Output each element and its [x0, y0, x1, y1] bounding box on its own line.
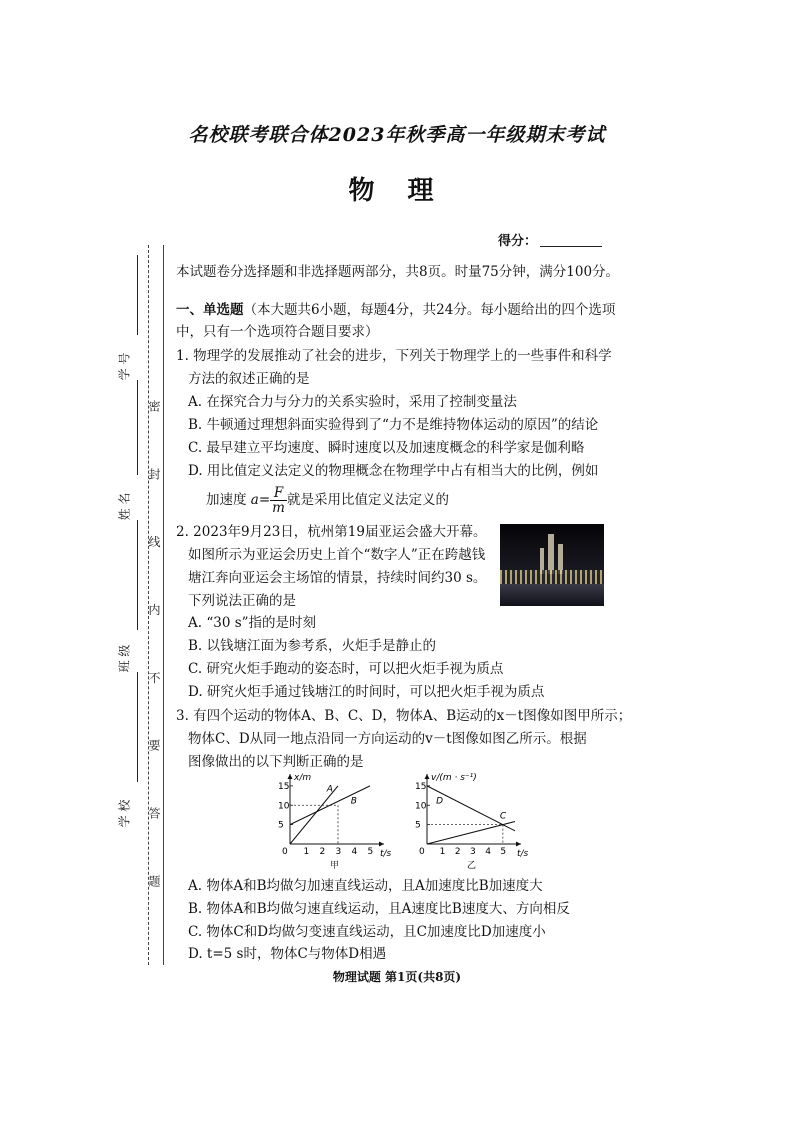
- section-note-2: 中，只有一个选项符合题目要求）: [176, 324, 379, 340]
- x-tick-label: 1: [439, 847, 446, 857]
- series-label-A: A: [326, 784, 333, 795]
- subject-title: 物 理: [348, 176, 446, 206]
- y-axis-label: v/(m · s⁻¹): [431, 773, 477, 783]
- q3-option-c[interactable]: C. 物体C和D均做匀变速直线运动，且C加速度比D加速度小: [188, 924, 546, 940]
- x-tick-label: 3: [335, 847, 342, 857]
- y-axis-arrow: [288, 774, 293, 779]
- series-label-D: D: [436, 796, 444, 807]
- q3-option-a[interactable]: A. 物体A和B均做匀加速直线运动，且A加速度比B加速度大: [188, 878, 543, 894]
- chart-jia: [258, 770, 398, 870]
- y-tick-label: 5: [278, 820, 284, 831]
- q1-d-post: 就是采用比值定义法定义的: [286, 492, 449, 508]
- q1-option-a[interactable]: A. 在探究合力与分力的关系实验时，采用了控制变量法: [188, 394, 517, 410]
- student-no-label: 学 号: [117, 352, 132, 381]
- asian-games-photo: [500, 524, 604, 606]
- school-label: 学 校: [117, 799, 132, 828]
- seal-notice: 密 封 线 内 不 要 答 题: [147, 400, 161, 913]
- x-tick-label: 4: [485, 847, 491, 857]
- class-blank[interactable]: [137, 520, 138, 630]
- page-footer: 物理试题 第1页(共8页): [332, 970, 462, 984]
- school-blank[interactable]: [137, 672, 138, 782]
- fraction-numerator: F: [270, 486, 287, 501]
- score-label: 得分：: [498, 234, 538, 249]
- chart-caption: 甲: [330, 861, 340, 870]
- x-tick-label: 3: [470, 847, 476, 857]
- chart-yi: [395, 770, 535, 870]
- exam-intro: 本试题卷分选择题和非选择题两部分，共8页。时量75分钟，满分100分。: [176, 264, 620, 280]
- q2-option-c[interactable]: C. 研究火炬手跑动的姿态时，可以把火炬手视为质点: [188, 661, 504, 677]
- y-tick-label: 15: [415, 781, 427, 792]
- section-note-1: （本大题共6小题，每题4分，共24分。每小题给出的四个选项: [243, 302, 616, 318]
- x-axis-arrow: [379, 842, 384, 847]
- binding-solid-line: [163, 245, 164, 965]
- q1-stem-2: 方法的叙述正确的是: [188, 371, 310, 387]
- q1-d-pre: 加速度: [206, 492, 247, 508]
- q3-option-d[interactable]: D. t=5 s时，物体C与物体D相遇: [188, 946, 387, 962]
- q3-stem-3: 图像做出的以下判断正确的是: [188, 754, 364, 770]
- photo-tower: [548, 534, 554, 574]
- x-axis-label: t/s: [380, 849, 392, 859]
- class-label: 班 级: [117, 644, 132, 673]
- score-blank[interactable]: [540, 246, 602, 247]
- series-line-D: [427, 786, 515, 831]
- q1-d-var: a=: [250, 492, 271, 508]
- y-tick-label: 5: [415, 820, 421, 831]
- x-tick-label: 2: [454, 847, 461, 857]
- y-axis-label: x/m: [294, 773, 312, 783]
- q2-stem-1: 2. 2023年9月23日，杭州第19届亚运会盛大开幕。: [176, 524, 487, 540]
- fraction-denominator: m: [272, 500, 285, 516]
- y-axis-arrow: [425, 774, 430, 779]
- x-tick-label: 0: [282, 847, 288, 857]
- exam-title: 名校联考联合体2023年秋季高一年级期末考试: [188, 124, 606, 146]
- student-no-blank[interactable]: [137, 255, 138, 335]
- y-tick-label: 10: [278, 801, 290, 812]
- x-tick-label: 4: [351, 847, 358, 857]
- y-tick-label: 15: [278, 781, 290, 792]
- q2-stem-3: 塘江奔向亚运会主场馆的情景，持续时间约30 s。: [188, 570, 487, 586]
- chart-caption: 乙: [467, 861, 477, 870]
- section-heading: [176, 300, 615, 320]
- q1-option-d[interactable]: D. 用比值定义法定义的物理概念在物理学中占有相当大的比例，例如: [188, 463, 599, 479]
- q3-stem-2: 物体C、D从同一地点沿同一方向运动的v－t图像如图乙所示。根据: [188, 731, 587, 747]
- name-blank[interactable]: [137, 380, 138, 475]
- q2-option-b[interactable]: B. 以钱塘江面为参考系，火炬手是静止的: [188, 638, 437, 654]
- x-axis-label: t/s: [517, 849, 529, 859]
- q1-option-d-cont: [206, 486, 449, 515]
- photo-skyline: [500, 570, 604, 584]
- x-tick-label: 5: [367, 847, 374, 857]
- q1-option-c[interactable]: C. 最早建立平均速度、瞬时速度以及加速度概念的科学家是伽利略: [188, 440, 585, 456]
- x-axis-arrow: [516, 842, 521, 847]
- x-tick-label: 0: [419, 847, 425, 857]
- q2-stem-4: 下列说法正确的是: [188, 593, 296, 609]
- q2-stem-2: 如图所示为亚运会历史上首个“数字人”正在跨越钱: [188, 547, 486, 563]
- q3-stem-1: 3. 有四个运动的物体A、B、C、D，物体A、B运动的x－t图像如图甲所示；: [176, 708, 632, 724]
- q1-stem-1: 1. 物理学的发展推动了社会的进步，下列关于物理学上的一些事件和科学: [176, 348, 612, 364]
- series-label-B: B: [350, 796, 357, 807]
- section-title: 一、单选题: [176, 302, 244, 318]
- q3-option-b[interactable]: B. 物体A和B均做匀速直线运动，且A速度比B速度大、方向相反: [188, 901, 570, 917]
- y-tick-label: 10: [415, 801, 427, 812]
- x-tick-label: 5: [500, 847, 507, 857]
- q1-option-b[interactable]: B. 牛顿通过理想斜面实验得到了“力不是维持物体运动的原因”的结论: [188, 417, 599, 433]
- q2-option-a[interactable]: A. “30 s”指的是时刻: [188, 615, 317, 631]
- name-label: 姓 名: [117, 492, 132, 521]
- x-tick-label: 1: [303, 847, 310, 857]
- x-tick-label: 2: [319, 847, 326, 857]
- q2-option-d[interactable]: D. 研究火炬手通过钱塘江的时间时，可以把火炬手视为质点: [188, 684, 545, 700]
- series-label-C: C: [499, 811, 507, 822]
- fraction: [270, 486, 287, 515]
- photo-river: [500, 584, 604, 606]
